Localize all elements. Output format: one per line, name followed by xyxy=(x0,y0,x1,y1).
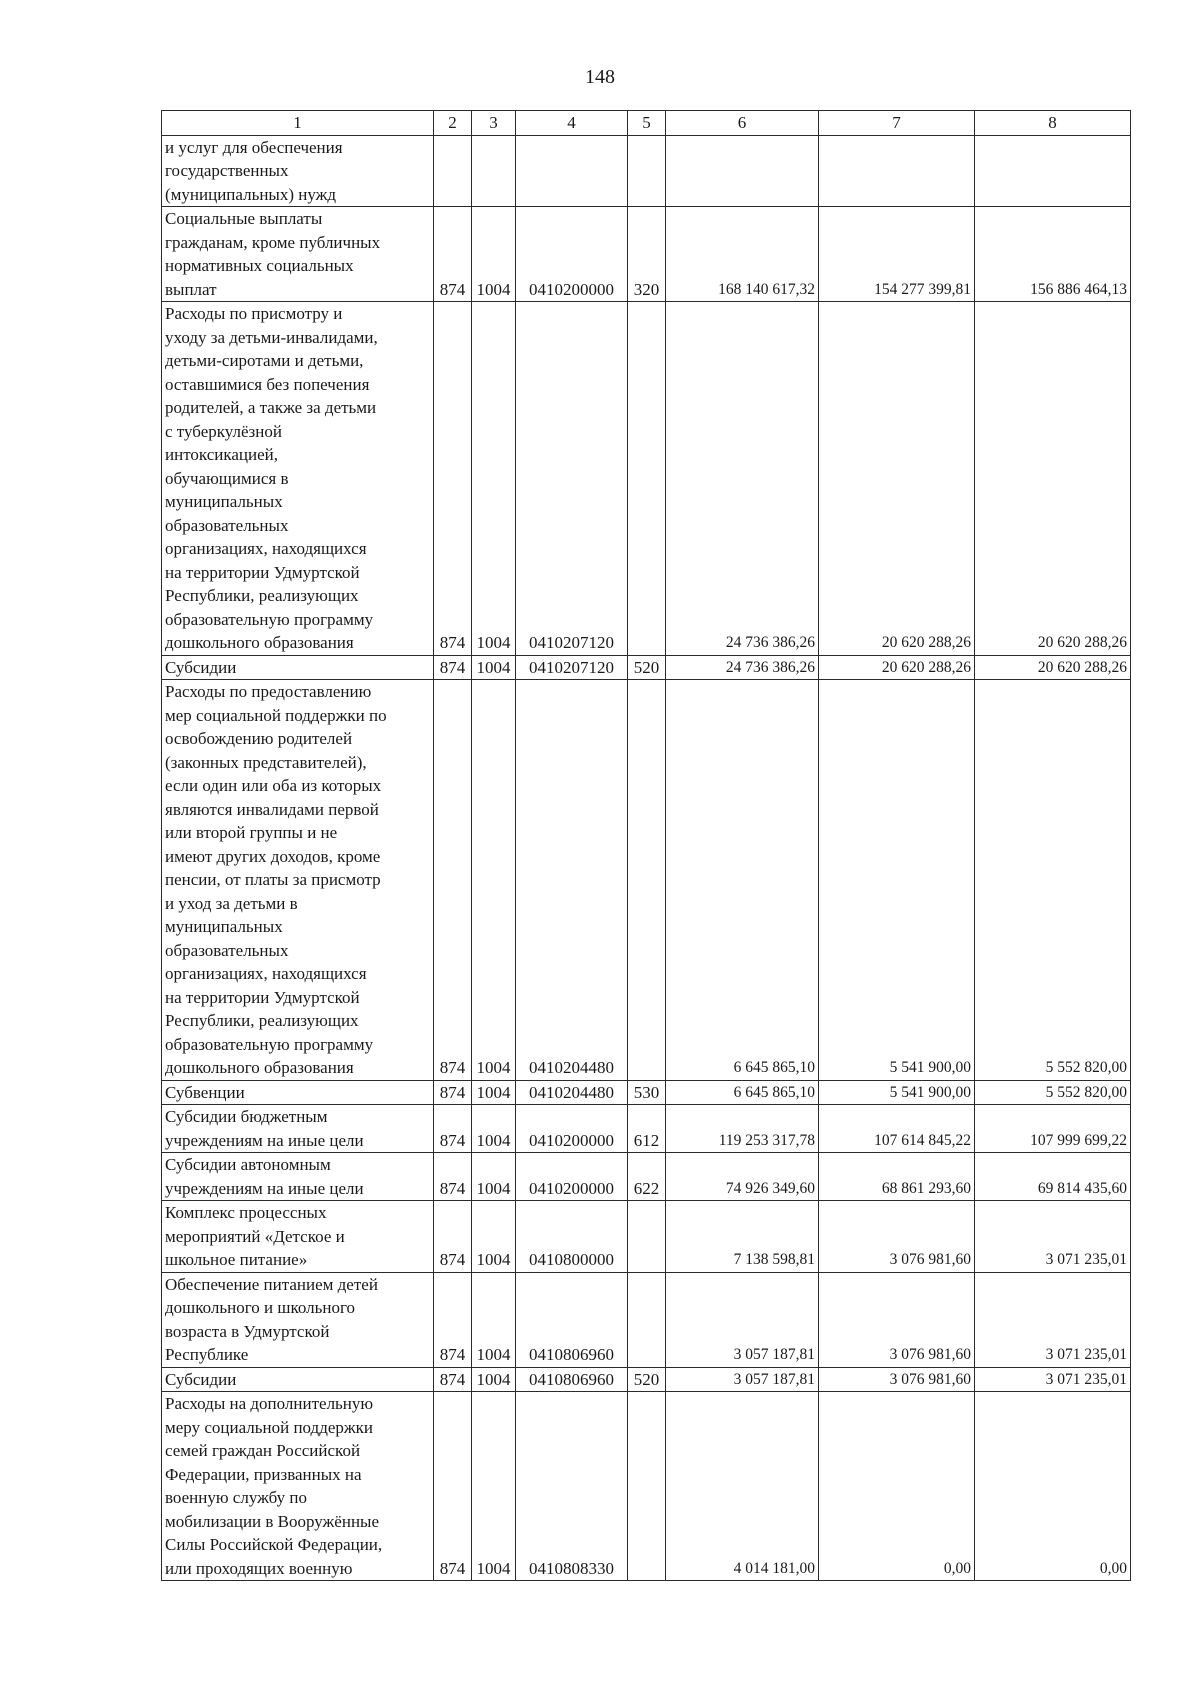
description-line: дошкольного образования xyxy=(165,1058,354,1077)
expense-type-code xyxy=(628,1272,666,1367)
description-line: с туберкулёзной xyxy=(165,421,282,441)
description-line: школьное питание» xyxy=(165,1250,308,1269)
description-line: дошкольного образования xyxy=(165,633,354,652)
ministry-code: 874 xyxy=(434,207,472,302)
amount-col-7: 154 277 399,81 xyxy=(819,207,975,302)
row-description xyxy=(162,1153,434,1201)
target-article-code: 0410200000 xyxy=(516,207,628,302)
description-line: оставшимися без попечения xyxy=(165,374,370,394)
section-code: 1004 xyxy=(472,1153,516,1201)
amount-col-8: 3 071 235,01 xyxy=(975,1367,1131,1392)
ministry-code: 874 xyxy=(434,1392,472,1581)
table-row xyxy=(162,135,1131,207)
ministry-code: 874 xyxy=(434,655,472,680)
amount-col-7: 107 614 845,22 xyxy=(819,1105,975,1153)
description-line: освобождению родителей xyxy=(165,729,353,748)
row-description xyxy=(162,1105,434,1153)
description-line: или второй группы и не xyxy=(165,823,338,842)
description-line: Субсидии бюджетным xyxy=(165,1107,328,1126)
row-description xyxy=(162,302,434,656)
description-line: Расходы по предоставлению xyxy=(165,682,372,701)
ministry-code: 874 xyxy=(434,1272,472,1367)
column-number: 5 xyxy=(628,111,666,136)
target-article-code: 0410204480 xyxy=(516,1080,628,1105)
amount-col-6: 24 736 386,26 xyxy=(666,655,819,680)
description-line: если один или оба из которых xyxy=(165,776,382,795)
description-line: (муниципальных) нужд xyxy=(165,184,337,204)
amount-col-6: 168 140 617,32 xyxy=(666,207,819,302)
expense-type-code: 612 xyxy=(628,1105,666,1153)
amount-col-8: 5 552 820,00 xyxy=(975,1080,1131,1105)
target-article-code: 0410808330 xyxy=(516,1392,628,1581)
description-line: семей граждан Российской xyxy=(165,1441,361,1460)
amount-col-8: 20 620 288,26 xyxy=(975,302,1131,656)
amount-col-6: 6 645 865,10 xyxy=(666,680,819,1081)
target-article-code xyxy=(516,135,628,207)
description-line: организациях, находящихся xyxy=(165,539,367,558)
section-code: 1004 xyxy=(472,1367,516,1392)
table-row xyxy=(162,1153,1131,1201)
column-number: 7 xyxy=(819,111,975,136)
ministry-code: 874 xyxy=(434,1201,472,1273)
amount-col-7: 3 076 981,60 xyxy=(819,1272,975,1367)
table-row xyxy=(162,1272,1131,1367)
column-number-row xyxy=(162,111,1131,136)
description-line: на территории Удмуртской xyxy=(165,562,360,582)
section-code: 1004 xyxy=(472,655,516,680)
amount-col-8: 156 886 464,13 xyxy=(975,207,1131,302)
description-line: учреждениям на иные цели xyxy=(165,1130,364,1150)
description-line: на территории Удмуртской xyxy=(165,987,360,1007)
table-row xyxy=(162,207,1131,302)
ministry-code: 874 xyxy=(434,1153,472,1201)
table-row xyxy=(162,302,1131,656)
column-number: 4 xyxy=(516,111,628,136)
description-line: военную службу по xyxy=(165,1488,307,1507)
amount-col-7: 20 620 288,26 xyxy=(819,302,975,656)
amount-col-6 xyxy=(666,135,819,207)
section-code xyxy=(472,135,516,207)
table-row xyxy=(162,1201,1131,1273)
table-row xyxy=(162,680,1131,1081)
table-row xyxy=(162,1080,1131,1105)
description-line: муниципальных xyxy=(165,492,283,511)
row-description xyxy=(162,135,434,207)
target-article-code: 0410806960 xyxy=(516,1367,628,1392)
amount-col-8: 107 999 699,22 xyxy=(975,1105,1131,1153)
amount-col-8: 20 620 288,26 xyxy=(975,655,1131,680)
amount-col-6: 74 926 349,60 xyxy=(666,1153,819,1201)
budget-table xyxy=(161,110,1131,1581)
description-line: Комплекс процессных xyxy=(165,1203,327,1222)
description-line: Расходы на дополнительную xyxy=(165,1394,374,1413)
table-row xyxy=(162,1392,1131,1581)
expense-type-code: 530 xyxy=(628,1080,666,1105)
row-description xyxy=(162,207,434,302)
amount-col-7 xyxy=(819,135,975,207)
amount-col-6: 7 138 598,81 xyxy=(666,1201,819,1273)
ministry-code: 874 xyxy=(434,1080,472,1105)
description-line: обучающимися в xyxy=(165,468,289,488)
ministry-code: 874 xyxy=(434,1367,472,1392)
amount-col-8: 3 071 235,01 xyxy=(975,1272,1131,1367)
description-line: Республики, реализующих xyxy=(165,586,359,605)
description-line: возраста в Удмуртской xyxy=(165,1321,330,1341)
section-code: 1004 xyxy=(472,1080,516,1105)
description-line: интоксикацией, xyxy=(165,445,279,464)
description-line: мер социальной поддержки по xyxy=(165,705,387,725)
amount-col-6: 4 014 181,00 xyxy=(666,1392,819,1581)
row-description xyxy=(162,1080,434,1105)
table-row xyxy=(162,1105,1131,1153)
description-line: и уход за детьми в xyxy=(165,893,298,913)
section-code: 1004 xyxy=(472,1105,516,1153)
amount-col-7: 5 541 900,00 xyxy=(819,680,975,1081)
expense-type-code xyxy=(628,1201,666,1273)
description-line: учреждениям на иные цели xyxy=(165,1178,364,1198)
row-description xyxy=(162,680,434,1081)
target-article-code: 0410207120 xyxy=(516,302,628,656)
row-description xyxy=(162,1272,434,1367)
ministry-code: 874 xyxy=(434,302,472,656)
column-number: 6 xyxy=(666,111,819,136)
description-line: Федерации, призванных на xyxy=(165,1464,362,1484)
description-line: образовательную программу xyxy=(165,609,374,629)
expense-type-code: 622 xyxy=(628,1153,666,1201)
description-line: Субсидии xyxy=(165,1369,237,1389)
target-article-code: 0410204480 xyxy=(516,680,628,1081)
description-line: Социальные выплаты xyxy=(165,209,323,228)
expense-type-code: 320 xyxy=(628,207,666,302)
ministry-code: 874 xyxy=(434,680,472,1081)
description-line: организациях, находящихся xyxy=(165,964,367,983)
amount-col-6: 3 057 187,81 xyxy=(666,1367,819,1392)
description-line: и услуг для обеспечения xyxy=(165,137,343,157)
description-line: или проходящих военную xyxy=(165,1558,353,1578)
description-line: пенсии, от платы за присмотр xyxy=(165,870,381,889)
amount-col-6: 3 057 187,81 xyxy=(666,1272,819,1367)
section-code: 1004 xyxy=(472,680,516,1081)
amount-col-8: 69 814 435,60 xyxy=(975,1153,1131,1201)
ministry-code xyxy=(434,135,472,207)
description-line: мобилизации в Вооружённые xyxy=(165,1511,380,1531)
description-line: родителей, а также за детьми xyxy=(165,398,377,417)
expense-type-code: 520 xyxy=(628,1367,666,1392)
expense-type-code xyxy=(628,1392,666,1581)
description-line: дошкольного и школьного xyxy=(165,1298,356,1317)
description-line: Республике xyxy=(165,1345,249,1364)
description-line: образовательных xyxy=(165,940,289,960)
amount-col-7: 5 541 900,00 xyxy=(819,1080,975,1105)
description-line: нормативных социальных xyxy=(165,256,354,275)
target-article-code: 0410800000 xyxy=(516,1201,628,1273)
target-article-code: 0410200000 xyxy=(516,1105,628,1153)
section-code: 1004 xyxy=(472,1272,516,1367)
description-line: Расходы по присмотру и xyxy=(165,304,343,323)
column-number: 8 xyxy=(975,111,1131,136)
section-code: 1004 xyxy=(472,1392,516,1581)
expense-type-code xyxy=(628,680,666,1081)
description-line: Субсидии автономным xyxy=(165,1155,331,1174)
description-line: Республики, реализующих xyxy=(165,1011,359,1030)
amount-col-7: 3 076 981,60 xyxy=(819,1201,975,1273)
row-description xyxy=(162,1392,434,1581)
amount-col-8: 5 552 820,00 xyxy=(975,680,1131,1081)
amount-col-6: 6 645 865,10 xyxy=(666,1080,819,1105)
description-line: выплат xyxy=(165,279,217,299)
expense-type-code xyxy=(628,135,666,207)
expense-type-code xyxy=(628,302,666,656)
section-code: 1004 xyxy=(472,1201,516,1273)
target-article-code: 0410806960 xyxy=(516,1272,628,1367)
description-line: меру социальной поддержки xyxy=(165,1417,374,1437)
table-body xyxy=(162,135,1131,1581)
description-line: Субвенции xyxy=(165,1082,245,1102)
column-number: 3 xyxy=(472,111,516,136)
amount-col-7: 20 620 288,26 xyxy=(819,655,975,680)
description-line: уходу за детьми-инвалидами, xyxy=(165,327,378,347)
description-line: гражданам, кроме публичных xyxy=(165,232,381,252)
description-line: образовательную программу xyxy=(165,1034,374,1054)
description-line: муниципальных xyxy=(165,917,283,936)
description-line: имеют других доходов, кроме xyxy=(165,846,381,866)
target-article-code: 0410200000 xyxy=(516,1153,628,1201)
amount-col-8: 3 071 235,01 xyxy=(975,1201,1131,1273)
description-line: являются инвалидами первой xyxy=(165,799,379,819)
column-number: 2 xyxy=(434,111,472,136)
description-line: Обеспечение питанием детей xyxy=(165,1274,378,1294)
description-line: Субсидии xyxy=(165,657,237,677)
page-number: 148 xyxy=(585,66,615,88)
amount-col-7: 3 076 981,60 xyxy=(819,1367,975,1392)
section-code: 1004 xyxy=(472,207,516,302)
description-line: мероприятий «Детское и xyxy=(165,1226,345,1246)
row-description xyxy=(162,1201,434,1273)
description-line: Силы Российской Федерации, xyxy=(165,1535,383,1554)
column-number: 1 xyxy=(162,111,434,136)
description-line: образовательных xyxy=(165,515,289,535)
section-code: 1004 xyxy=(472,302,516,656)
amount-col-6: 24 736 386,26 xyxy=(666,302,819,656)
row-description xyxy=(162,1367,434,1392)
amount-col-8: 0,00 xyxy=(975,1392,1131,1581)
amount-col-7: 68 861 293,60 xyxy=(819,1153,975,1201)
description-line: детьми-сиротами и детьми, xyxy=(165,351,364,370)
ministry-code: 874 xyxy=(434,1105,472,1153)
target-article-code: 0410207120 xyxy=(516,655,628,680)
amount-col-7: 0,00 xyxy=(819,1392,975,1581)
amount-col-6: 119 253 317,78 xyxy=(666,1105,819,1153)
row-description xyxy=(162,655,434,680)
description-line: (законных представителей), xyxy=(165,752,367,772)
table-row xyxy=(162,655,1131,680)
expense-type-code: 520 xyxy=(628,655,666,680)
description-line: государственных xyxy=(165,161,289,180)
amount-col-8 xyxy=(975,135,1131,207)
table-row xyxy=(162,1367,1131,1392)
